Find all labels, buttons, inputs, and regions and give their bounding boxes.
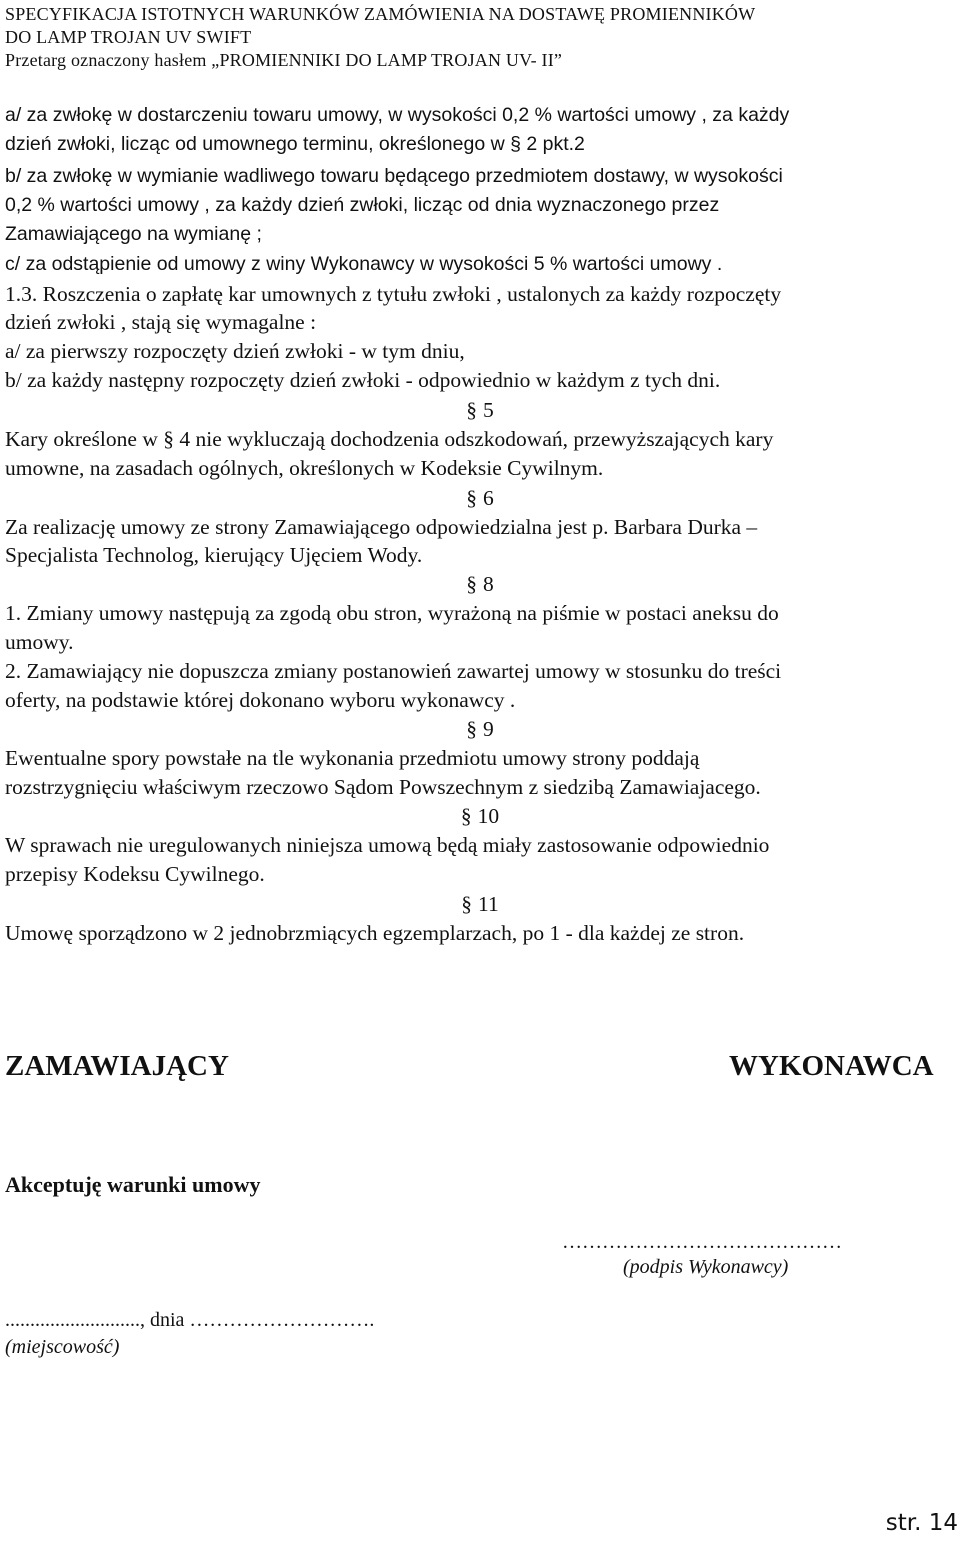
- section-number: 8: [483, 572, 494, 596]
- document-header-tender-name: Przetarg oznaczony hasłem „PROMIENNIKI DO LAMP TROJAN UV- II”: [5, 50, 563, 70]
- section-8-line: oferty, na podstawie której dokonano wyboru wykonawcy .: [5, 688, 516, 712]
- section-10-line: przepisy Kodeksu Cywilnego.: [5, 862, 265, 886]
- section-8-line: 2. Zamawiający nie dopuszcza zmiany postanowień zawartej umowy w stosunku do treści: [5, 659, 782, 683]
- paragraph-symbol: §: [461, 892, 473, 916]
- claims-line: 1.3. Roszczenia o zapłatę kar umownych z tytułu zwłoki , ustalonych za każdy rozpoczęty: [5, 282, 782, 306]
- section-11-line: Umowę sporządzono w 2 jednobrzmiących egzemplarzach, po 1 - dla każdej ze stron.: [5, 921, 745, 945]
- penalty-line: b/ za zwłokę w wymianie wadliwego towaru będącego przedmiotem dostawy, w wysokości: [5, 165, 783, 187]
- document-header-subtitle: DO LAMP TROJAN UV SWIFT: [5, 27, 252, 47]
- penalty-line: 0,2 % wartości umowy , za każdy dzień zwłoki, licząc od dnia wyznaczonego przez: [5, 194, 720, 216]
- signature-dots-line: ……………………………………: [562, 1231, 842, 1253]
- claims-line: a/ za pierwszy rozpoczęty dzień zwłoki - w tym dniu,: [5, 339, 465, 363]
- section-number: 11: [478, 892, 499, 916]
- paragraph-symbol: §: [466, 717, 477, 741]
- section-6-line: Specjalista Technolog, kierujący Ujęciem Wody.: [5, 543, 423, 567]
- paragraph-symbol: §: [460, 804, 472, 828]
- section-heading-6: [0, 484, 960, 512]
- claims-line: b/ za każdy następny rozpoczęty dzień zwłoki - odpowiednio w każdym z tych dni.: [5, 368, 721, 392]
- section-8-line: 1. Zmiany umowy następują za zgodą obu stron, wyrażoną na piśmie w postaci aneksu do: [5, 601, 779, 625]
- section-heading-8: [0, 570, 960, 598]
- section-8-line: umowy.: [5, 630, 74, 654]
- section-5-line: Kary określone w § 4 nie wykluczają dochodzenia odszkodowań, przewyższających kary: [5, 427, 774, 451]
- section-heading-11: [0, 890, 960, 918]
- section-9-line: Ewentualne spory powstałe na tle wykonania przedmiotu umowy strony poddają: [5, 746, 700, 770]
- penalty-line: Zamawiającego na wymianę ;: [5, 223, 262, 245]
- section-heading-5: [0, 396, 960, 424]
- section-9-line: rozstrzygnięciu właściwym rzeczowo Sądom Powszechnym z siedzibą Zamawiajacego.: [5, 775, 761, 799]
- section-number: 10: [477, 804, 500, 828]
- section-number: 9: [483, 717, 494, 741]
- penalty-line: a/ za zwłokę w dostarczeniu towaru umowy, w wysokości 0,2 % wartości umowy , za każdy: [5, 104, 790, 126]
- section-10-line: W sprawach nie uregulowanych niniejsza umową będą miały zastosowanie odpowiednio: [5, 833, 770, 857]
- claims-line: dzień zwłoki , stają się wymagalne :: [5, 310, 317, 334]
- paragraph-symbol: §: [466, 398, 477, 422]
- accept-terms-label: Akceptuję warunki umowy: [5, 1172, 261, 1197]
- section-number: 5: [483, 398, 494, 422]
- section-heading-9: [0, 715, 960, 743]
- penalty-line: c/ za odstąpienie od umowy z winy Wykonawcy w wysokości 5 % wartości umowy .: [5, 253, 723, 275]
- place-caption: (miejscowość): [5, 1336, 120, 1358]
- contractor-label: WYKONAWCA: [729, 1050, 934, 1082]
- section-heading-10: [0, 802, 960, 830]
- contractor-signature-caption: (podpis Wykonawcy): [623, 1256, 789, 1278]
- section-number: 6: [483, 486, 494, 510]
- place-date-line: ..........................., dnia ……………………….: [5, 1309, 375, 1331]
- document-header-title: SPECYFIKACJA ISTOTNYCH WARUNKÓW ZAMÓWIENIA NA DOSTAWĘ PROMIENNIKÓW: [5, 4, 756, 24]
- section-5-line: umowne, na zasadach ogólnych, określonych w Kodeksie Cywilnym.: [5, 456, 604, 480]
- page-number: str. 14: [885, 1510, 958, 1536]
- paragraph-symbol: §: [466, 486, 477, 510]
- section-6-line: Za realizację umowy ze strony Zamawiającego odpowiedzialna jest p. Barbara Durka –: [5, 515, 758, 539]
- paragraph-symbol: §: [466, 572, 477, 596]
- penalty-line: dzień zwłoki, licząc od umownego terminu, określonego w § 2 pkt.2: [5, 133, 585, 155]
- ordering-party-label: ZAMAWIAJĄCY: [5, 1050, 229, 1082]
